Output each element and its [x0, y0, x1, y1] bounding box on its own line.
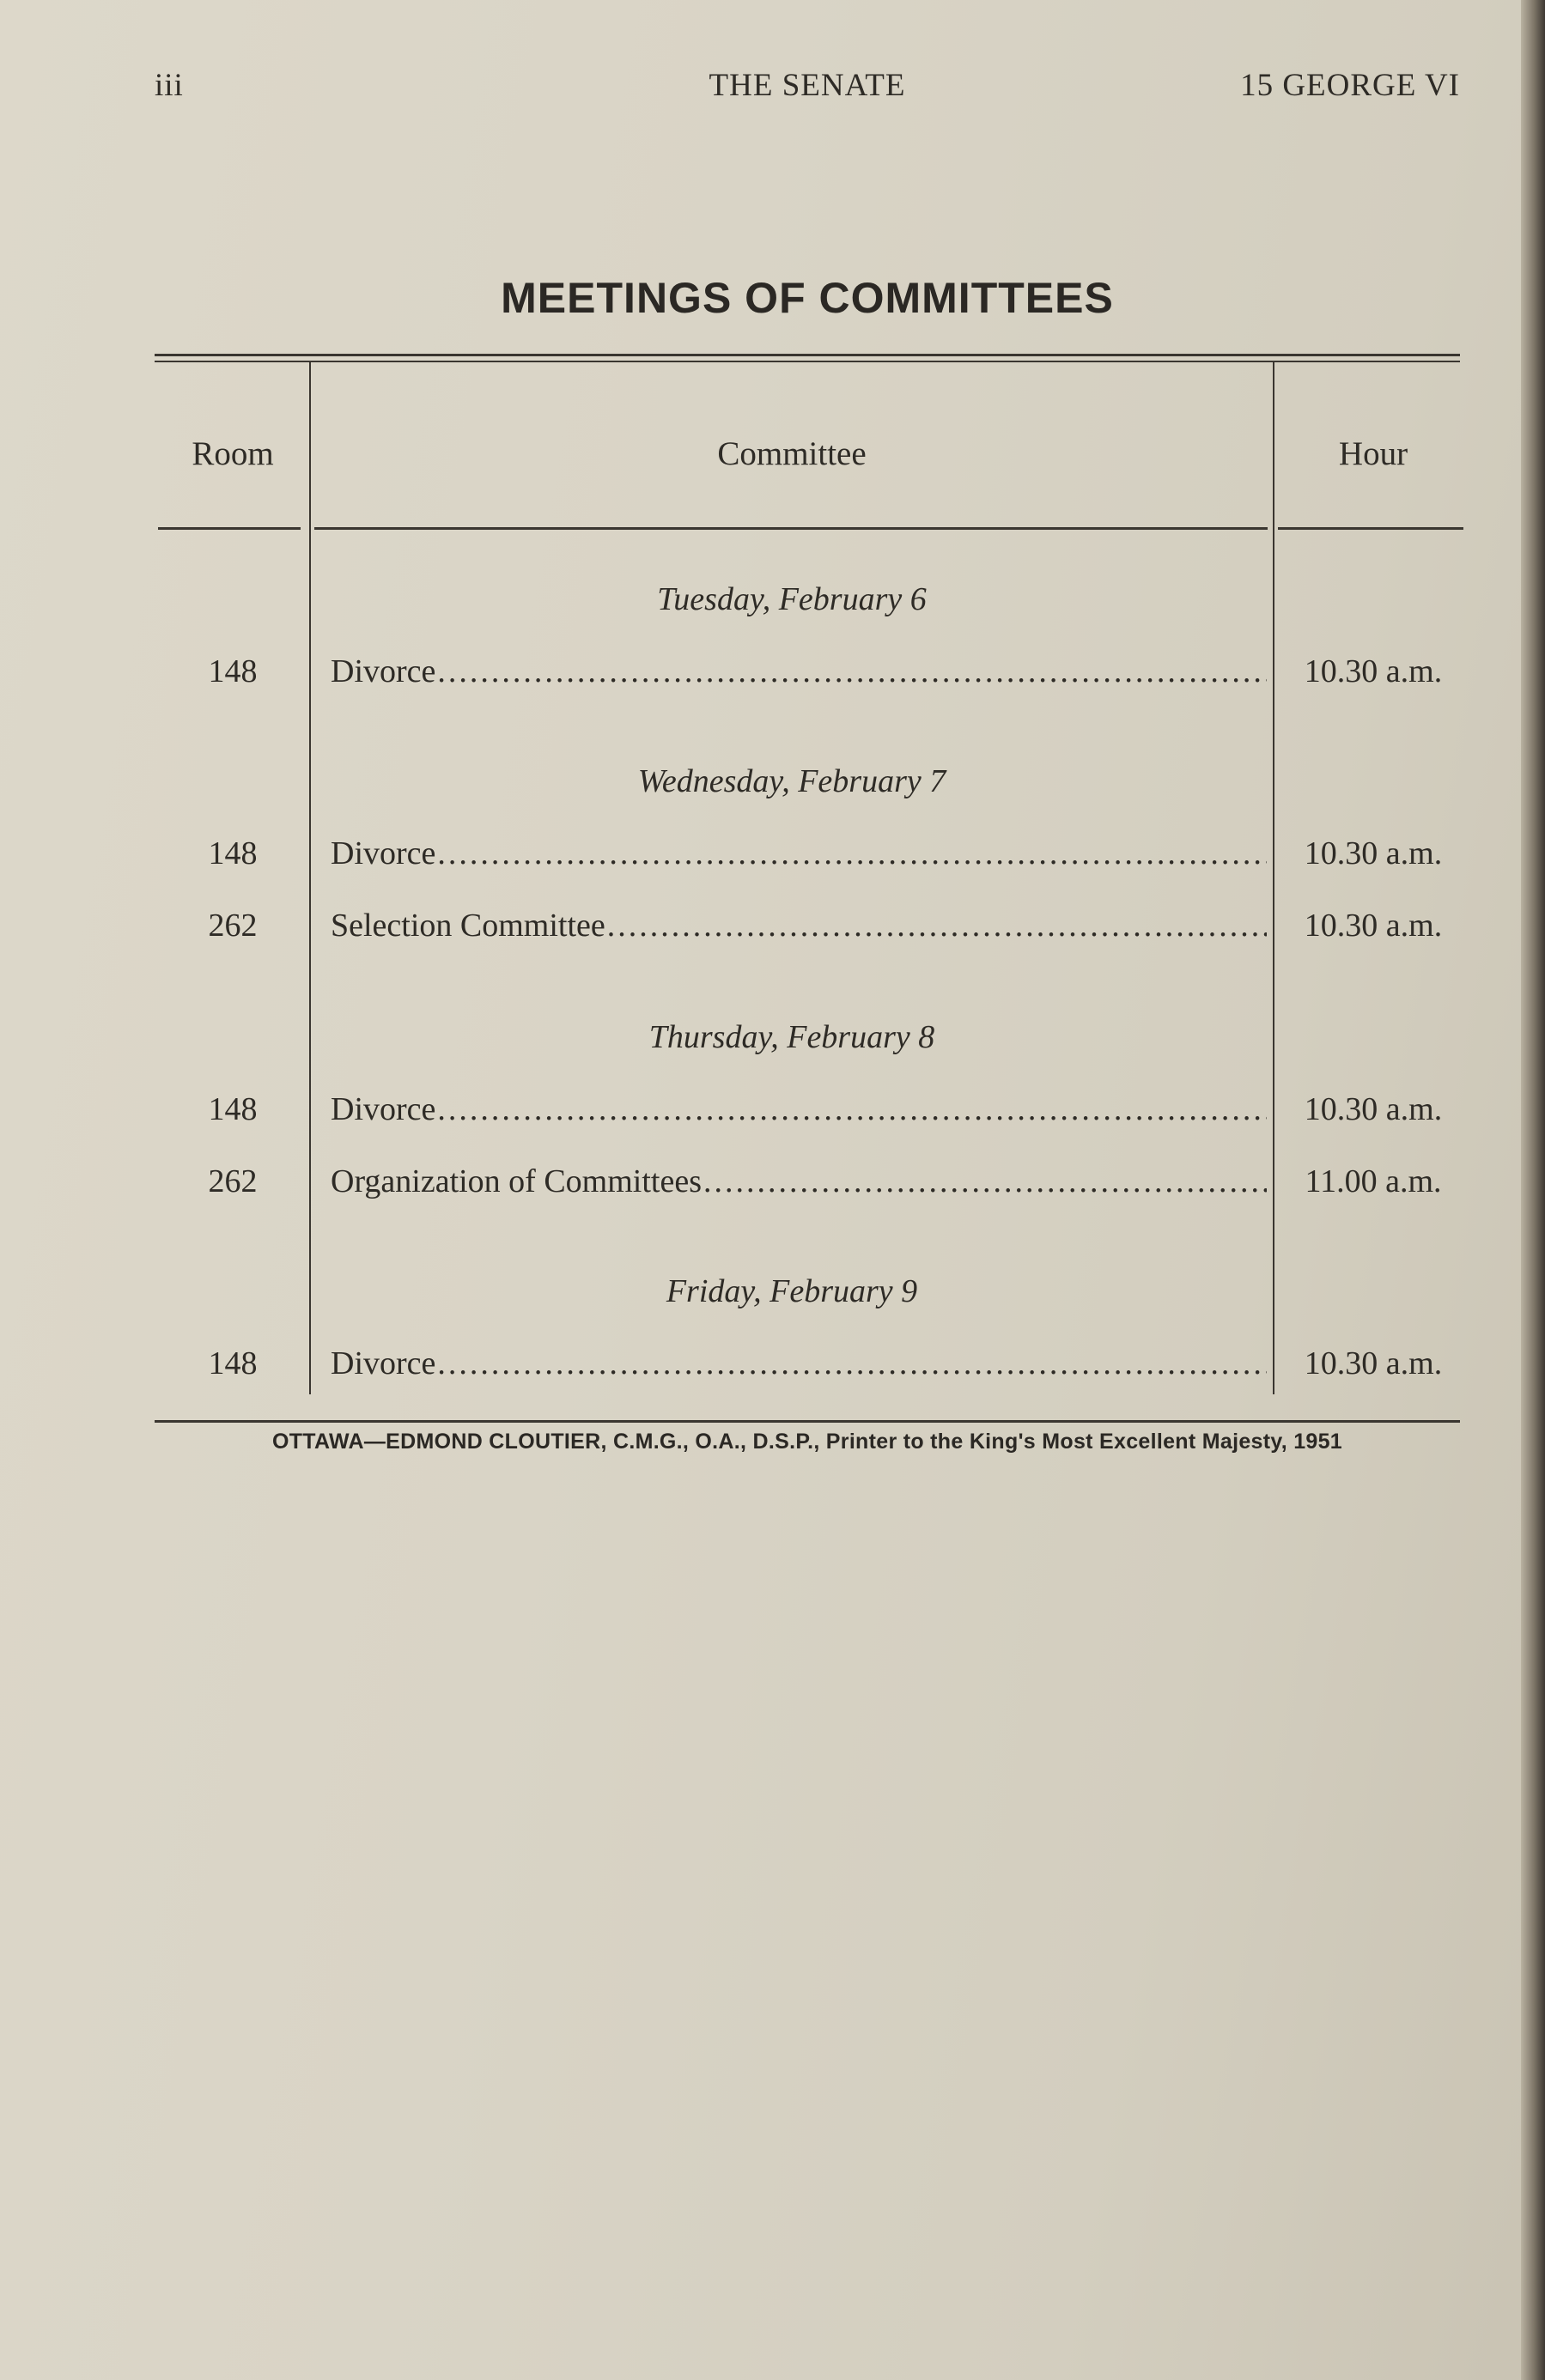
header-rule-committee	[314, 527, 1268, 530]
running-head-regnal-year: 15 GEORGE VI	[1240, 68, 1460, 103]
page-title: MEETINGS OF COMMITTEES	[501, 274, 1114, 322]
header-hour: Hour	[1338, 435, 1408, 472]
table-row	[0, 907, 1545, 950]
room-number: 262	[208, 908, 258, 944]
day-heading: Tuesday, February 6	[657, 581, 927, 617]
meeting-hour: 11.00 a.m.	[1305, 1163, 1442, 1199]
meeting-hour: 10.30 a.m.	[1304, 1091, 1443, 1127]
running-head	[155, 67, 1460, 110]
committee-name: Selection Committee .....	[331, 907, 1267, 944]
day-heading: Friday, February 9	[666, 1273, 918, 1309]
table-top-double-rule	[155, 354, 1460, 362]
header-committee: Committee	[717, 435, 867, 472]
room-number: 148	[208, 1345, 258, 1381]
column-divider-room	[309, 362, 311, 1394]
meeting-hour: 10.30 a.m.	[1304, 835, 1443, 871]
table-bottom-rule	[155, 1420, 1460, 1423]
page-number: iii	[155, 68, 184, 103]
table-row	[0, 1090, 1545, 1133]
room-number: 262	[208, 1163, 258, 1199]
committee-name: Divorce .....	[331, 1090, 1267, 1128]
running-head-title: THE SENATE	[709, 68, 906, 103]
committee-name: Divorce .....	[331, 653, 1267, 690]
day-heading: Thursday, February 8	[648, 1019, 935, 1055]
room-number: 148	[208, 835, 258, 871]
day-heading: Wednesday, February 7	[637, 763, 946, 799]
room-number: 148	[208, 1091, 258, 1127]
printer-imprint: OTTAWA—EDMOND CLOUTIER, C.M.G., O.A., D.S.P., Printer to the King's Most Excellent Majesty, 1951	[271, 1430, 1343, 1454]
table-row	[0, 1163, 1545, 1205]
header-rule-room	[158, 527, 301, 530]
table-row	[0, 1345, 1545, 1387]
header-rule-hour	[1278, 527, 1463, 530]
meeting-hour: 10.30 a.m.	[1304, 653, 1443, 689]
column-divider-hour	[1273, 362, 1274, 1394]
meeting-hour: 10.30 a.m.	[1304, 908, 1443, 944]
header-room: Room	[192, 435, 274, 472]
committee-name: Divorce .....	[331, 835, 1267, 872]
committee-name: Organization of Committees .....	[331, 1163, 1267, 1200]
table-row	[0, 835, 1545, 877]
meeting-hour: 10.30 a.m.	[1304, 1345, 1443, 1381]
table-row	[0, 653, 1545, 695]
committee-name: Divorce .....	[331, 1345, 1267, 1382]
room-number: 148	[208, 653, 258, 689]
